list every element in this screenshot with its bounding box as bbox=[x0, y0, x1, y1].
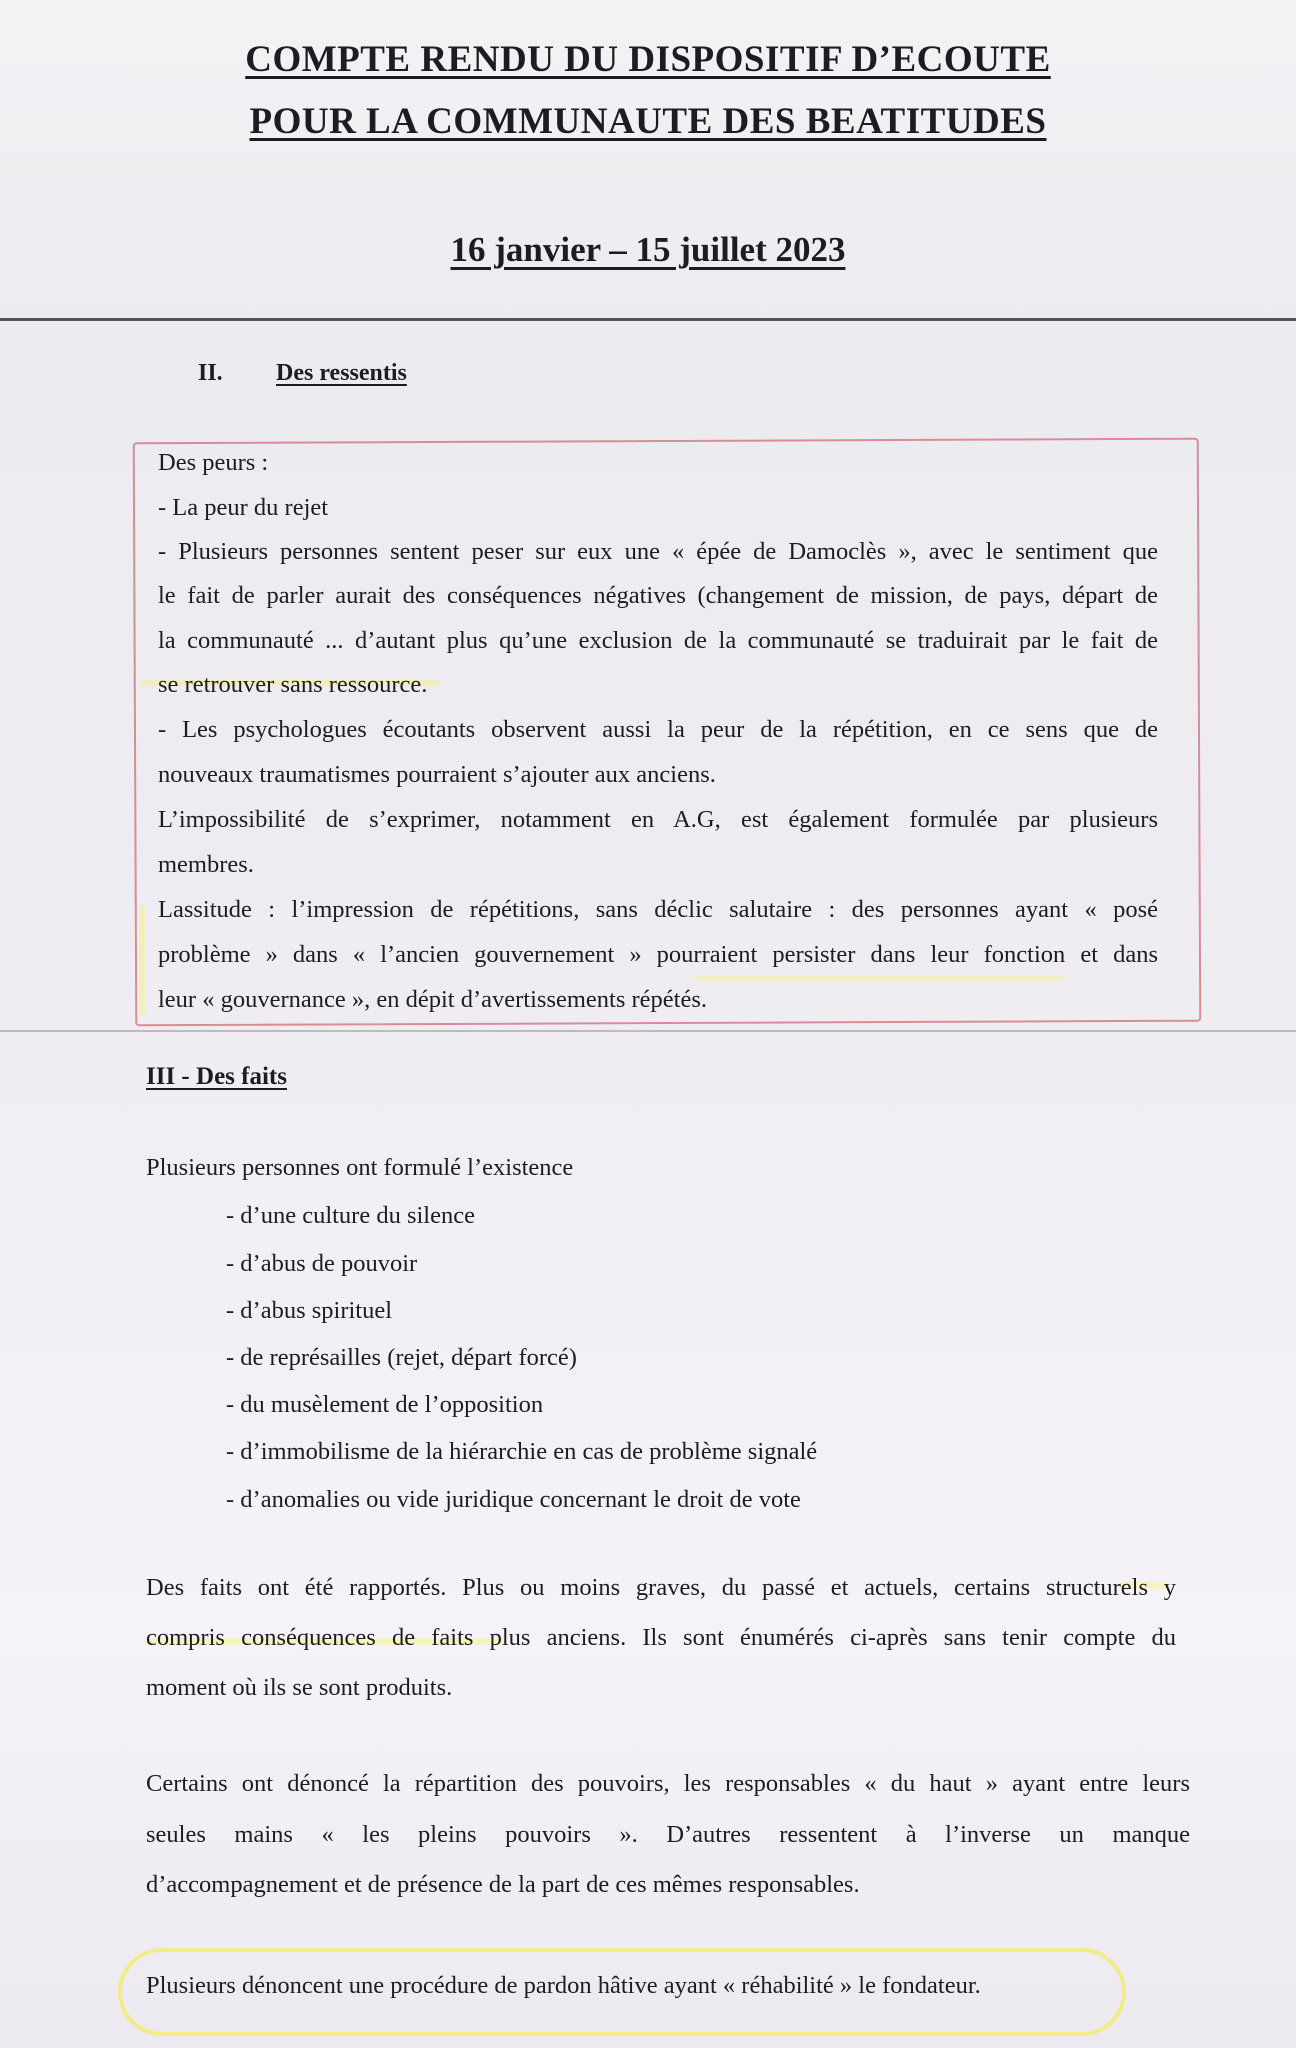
faits-list-item: - d’une culture du silence bbox=[226, 1202, 475, 1229]
section2-heading: Des ressentis bbox=[276, 360, 407, 386]
faits-intro: Plusieurs personnes ont formulé l’existence bbox=[146, 1154, 574, 1181]
ressentis-line: membres. bbox=[158, 851, 254, 878]
highlight-mark bbox=[139, 905, 145, 1015]
faits-list-item: - d’abus de pouvoir bbox=[226, 1250, 418, 1277]
ressentis-line: problème » dans « l’ancien gouvernement » pourraient persister dans leur fonction et dans bbox=[158, 941, 1158, 968]
faits-paragraph1-line: Des faits ont été rapportés. Plus ou moins graves, du passé et actuels, certains structurels y bbox=[146, 1574, 1176, 1601]
ressentis-line: - Plusieurs personnes sentent peser sur eux une « épée de Damoclès », avec le sentiment que bbox=[158, 538, 1158, 565]
ressentis-line: le fait de parler aurait des conséquences négatives (changement de mission, de pays, départ de bbox=[158, 582, 1158, 609]
ressentis-line: la communauté ... d’autant plus qu’une exclusion de la communauté se traduirait par le fait de bbox=[158, 627, 1158, 654]
faits-list-item: - de représailles (rejet, départ forcé) bbox=[226, 1344, 577, 1371]
ressentis-line: se retrouver sans ressource. bbox=[158, 671, 428, 698]
ressentis-line: - Les psychologues écoutants observent aussi la peur de la répétition, en ce sens que de bbox=[158, 716, 1158, 743]
faits-paragraph3: Plusieurs dénoncent une procédure de pardon hâtive ayant « réhabilité » le fondateur. bbox=[146, 1972, 981, 1999]
fold-crease-lower bbox=[0, 1030, 1296, 1032]
ressentis-line: Lassitude : l’impression de répétitions, sans déclic salutaire : des personnes ayant « posé bbox=[158, 896, 1158, 923]
faits-list-item: - d’immobilisme de la hiérarchie en cas de problème signalé bbox=[226, 1438, 818, 1465]
section2-number: II. bbox=[198, 360, 223, 386]
faits-paragraph1-line: moment où ils se sont produits. bbox=[146, 1674, 453, 1701]
ressentis-line: - La peur du rejet bbox=[158, 494, 329, 521]
faits-paragraph1-line: compris conséquences de faits plus anciens. Ils sont énumérés ci-après sans tenir compte du bbox=[146, 1624, 1176, 1651]
ressentis-line: L’impossibilité de s’exprimer, notamment en A.G, est également formulée par plusieurs bbox=[158, 806, 1158, 833]
faits-list-item: - d’abus spirituel bbox=[226, 1297, 393, 1324]
faits-paragraph2-line: seules mains « les pleins pouvoirs ». D’autres ressentent à l’inverse un manque bbox=[146, 1821, 1190, 1848]
document-title-line2: POUR LA COMMUNAUTE DES BEATITUDES bbox=[249, 101, 1047, 142]
ressentis-line: nouveaux traumatismes pourraient s’ajouter aux anciens. bbox=[158, 761, 716, 788]
section3-heading: III - Des faits bbox=[146, 1063, 287, 1090]
faits-list-item: - d’anomalies ou vide juridique concernant le droit de vote bbox=[226, 1486, 801, 1513]
faits-list-item: - du musèlement de l’opposition bbox=[226, 1391, 544, 1418]
ressentis-line: leur « gouvernance », en dépit d’avertissements répétés. bbox=[158, 986, 708, 1013]
faits-paragraph2-line: Certains ont dénoncé la répartition des pouvoirs, les responsables « du haut » ayant entre leurs bbox=[146, 1770, 1190, 1797]
ressentis-line: Des peurs : bbox=[158, 449, 269, 476]
document-date: 16 janvier – 15 juillet 2023 bbox=[450, 230, 846, 269]
highlight-mark bbox=[695, 975, 1065, 981]
document-title-line1: COMPTE RENDU DU DISPOSITIF D’ECOUTE bbox=[245, 39, 1051, 80]
fold-crease bbox=[0, 318, 1296, 321]
faits-paragraph2-line: d’accompagnement et de présence de la part de ces mêmes responsables. bbox=[146, 1871, 860, 1898]
